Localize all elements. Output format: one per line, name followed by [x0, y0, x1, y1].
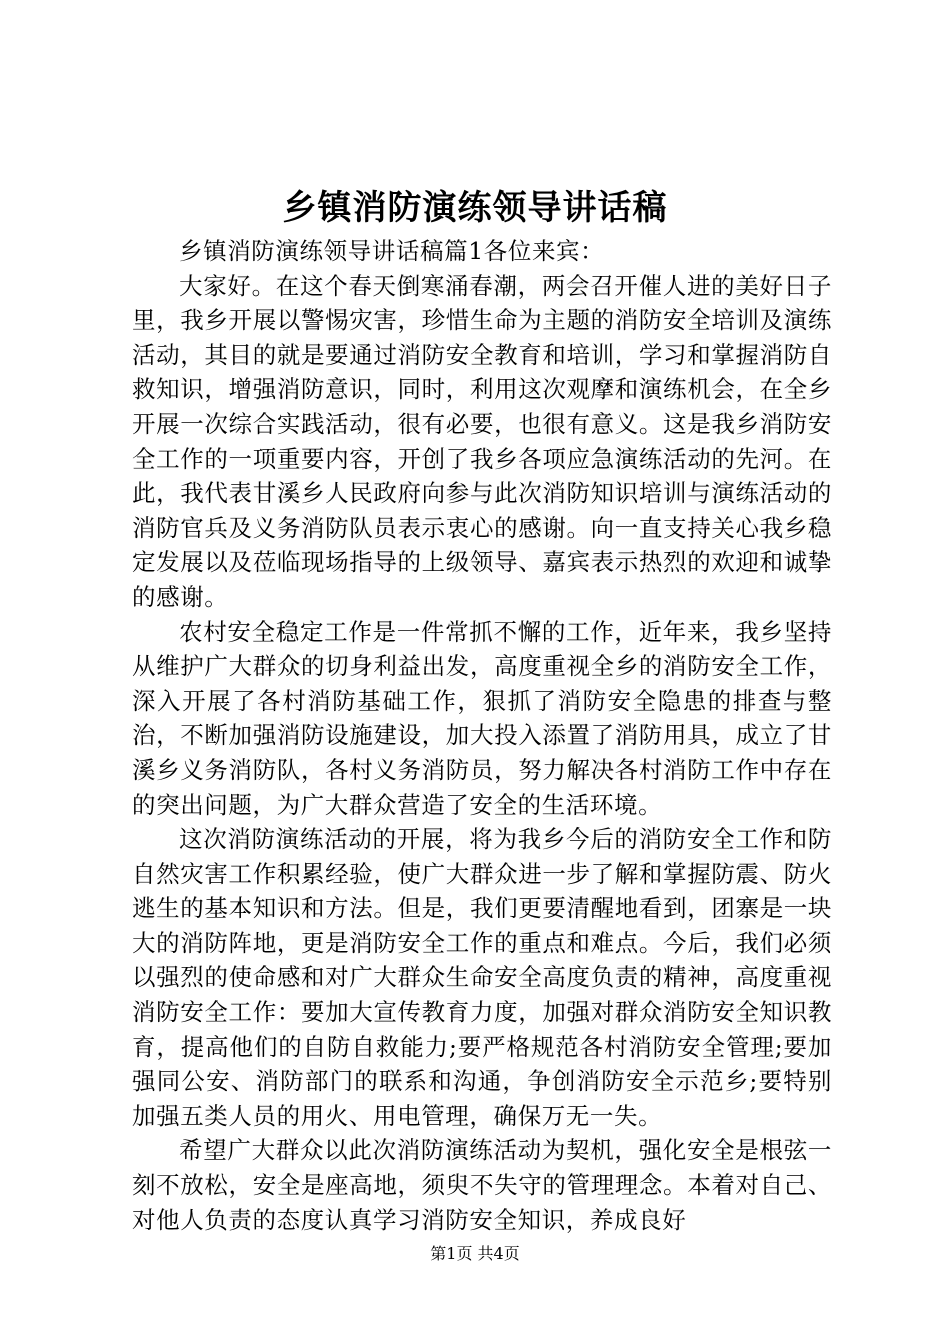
- paragraph-opening: 大家好。在这个春天倒寒涌春潮，两会召开催人进的美好日子里，我乡开展以警惕灾害，珍惜生命为主题的消防安全培训及演练活动，其目的就是要通过消防安全教育和培训，学习和掌握消防自救知识，增强消防意识，同时，利用这次观摩和演练机会，在全乡开展一次综合实践活动，很有必要，也很有意义。这是我乡消防安全工作的一项重要内容，开创了我乡各项应急演练活动的先河。在此，我代表甘溪乡人民政府向参与此次消防知识培训与演练活动的消防官兵及义务消防队员表示衷心的感谢。向一直支持关心我乡稳定发展以及莅临现场指导的上级领导、嘉宾表示热烈的欢迎和诚挚的感谢。: [132, 271, 832, 611]
- paragraph-greeting: 乡镇消防演练领导讲话稿篇1各位来宾：: [179, 237, 605, 265]
- paragraph-hope: 希望广大群众以此次消防演练活动为契机，强化安全是根弦一刻不放松，安全是座高地，须臾不失守的管理理念。本着对自己、对他人负责的态度认真学习消防安全知识，养成良好: [132, 1136, 832, 1234]
- paragraph-drill-significance: 这次消防演练活动的开展，将为我乡今后的消防安全工作和防自然灾害工作积累经验，使广大群众进一步了解和掌握防震、防火逃生的基本知识和方法。但是，我们更要清醒地看到，团寨是一块大的消防阵地，更是消防安全工作的重点和难点。今后，我们必须以强烈的使命感和对广大群众生命安全高度负责的精神，高度重视消防安全工作：要加大宣传教育力度，加强对群众消防安全知识教育，提高他们的自防自救能力;要严格规范各村消防安全管理;要加强同公安、消防部门的联系和沟通，争创消防安全示范乡;要特别加强五类人员的用火、用电管理，确保万无一失。: [132, 825, 832, 1130]
- page-title: 乡镇消防演练领导讲话稿: [282, 188, 668, 228]
- paragraph-rural-safety: 农村安全稳定工作是一件常抓不懈的工作，近年来，我乡坚持从维护广大群众的切身利益出发，高度重视全乡的消防安全工作，深入开展了各村消防基础工作，狠抓了消防安全隐患的排查与整治，不断加强消防设施建设，加大投入添置了消防用具，成立了甘溪乡义务消防队，各村义务消防员，努力解决各村消防工作中存在的突出问题，为广大群众营造了安全的生活环境。: [132, 617, 832, 819]
- page-number-footer: 第1页 共4页: [430, 1244, 520, 1263]
- document-body: [132, 234, 832, 1237]
